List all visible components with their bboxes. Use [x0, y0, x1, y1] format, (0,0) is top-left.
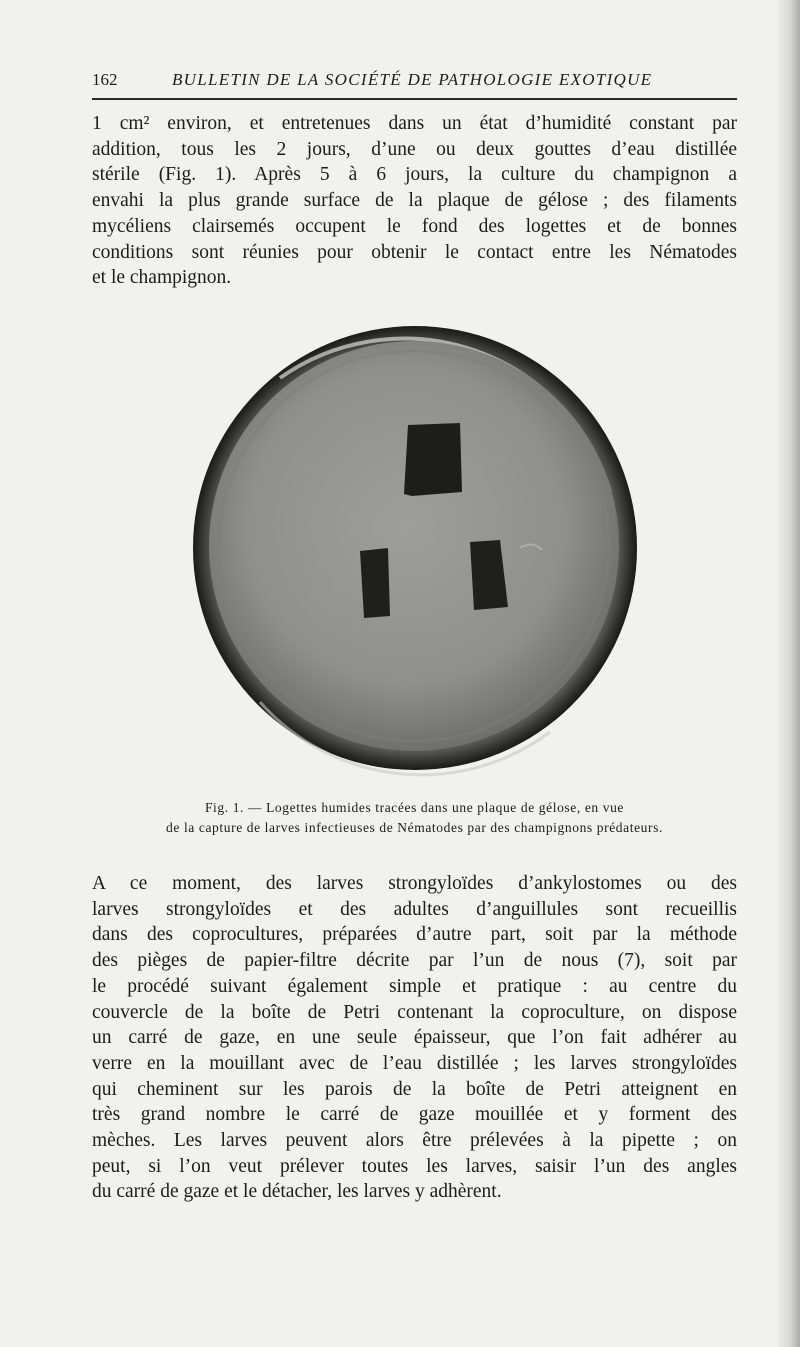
page-edge-shadow: [778, 0, 800, 1347]
well-left: [360, 548, 390, 618]
paragraph-1-line: 1 cm² environ, et entretenues dans un état d’humidité constant par: [92, 113, 737, 134]
petri-dish-photograph: [190, 322, 640, 782]
paragraph-1-line: stérile (Fig. 1). Après 5 à 6 jours, la culture du champignon a: [92, 164, 737, 186]
paragraph-1-line: conditions sont réunies pour obtenir le contact entre les Nématodes: [92, 241, 737, 263]
paragraph-2-line: le procédé suivant également simple et pratique : au centre du: [92, 975, 737, 997]
paragraph-2: [92, 871, 737, 1205]
paragraph-2-line: A ce moment, des larves strongyloïdes d’ankylostomes ou des: [92, 873, 737, 894]
paragraph-2-line: qui cheminent sur les parois de la boîte de Petri atteignent en: [92, 1078, 737, 1100]
running-head: BULLETIN DE LA SOCIÉTÉ DE PATHOLOGIE EXOTIQUE: [172, 70, 653, 89]
paragraph-2-line: un carré de gaze, en une seule épaisseur, que l’on fait adhérer au: [92, 1027, 737, 1049]
paragraph-2-line: des pièges de papier-filtre décrite par l’un de nous (7), soit par: [92, 950, 737, 972]
paragraph-2-line: peut, si l’on veut prélever toutes les larves, saisir l’un des angles: [92, 1155, 737, 1177]
paragraph-2-line: larves strongyloïdes et des adultes d’anguillules sont recueillis: [92, 898, 737, 920]
petri-dish-image: [190, 322, 640, 782]
figure-caption: [92, 798, 737, 838]
paragraph-2-line: du carré de gaze et le détacher, les larves y adhèrent.: [92, 1181, 502, 1203]
paragraph-1-line: envahi la plus grande surface de la plaque de gélose ; des filaments: [92, 190, 737, 212]
paragraph-2-line: très grand nombre le carré de gaze mouillée et y forment des: [92, 1104, 737, 1126]
paragraph-1-line: et le champignon.: [92, 267, 232, 289]
figure-caption-line: de la capture de larves infectieuses de Nématodes par des champignons prédateurs.: [166, 820, 663, 835]
paragraph-1-line: addition, tous les 2 jours, d’une ou deux gouttes d’eau distillée: [92, 138, 737, 160]
well-top: [404, 423, 462, 496]
paragraph-2-line: mèches. Les larves peuvent alors être prélevées à la pipette ; on: [92, 1130, 737, 1152]
paragraph-2-line: verre en la mouillant avec de l’eau distillée ; les larves strongyloïdes: [92, 1052, 737, 1074]
figure-caption-line: Fig. 1. — Logettes humides tracées dans une plaque de gélose, en vue: [204, 800, 625, 815]
page-header: [92, 66, 737, 100]
paragraph-2-line: couvercle de la boîte de Petri contenant la coproculture, on dispose: [92, 1001, 737, 1023]
paragraph-1-line: mycéliens clairsemés occupent le fond des logettes et de bonnes: [92, 215, 737, 237]
paragraph-1: [92, 111, 737, 291]
paragraph-2-line: dans des coprocultures, préparées d’autre part, soit par la méthode: [92, 924, 737, 946]
page-number: 162: [92, 70, 118, 89]
